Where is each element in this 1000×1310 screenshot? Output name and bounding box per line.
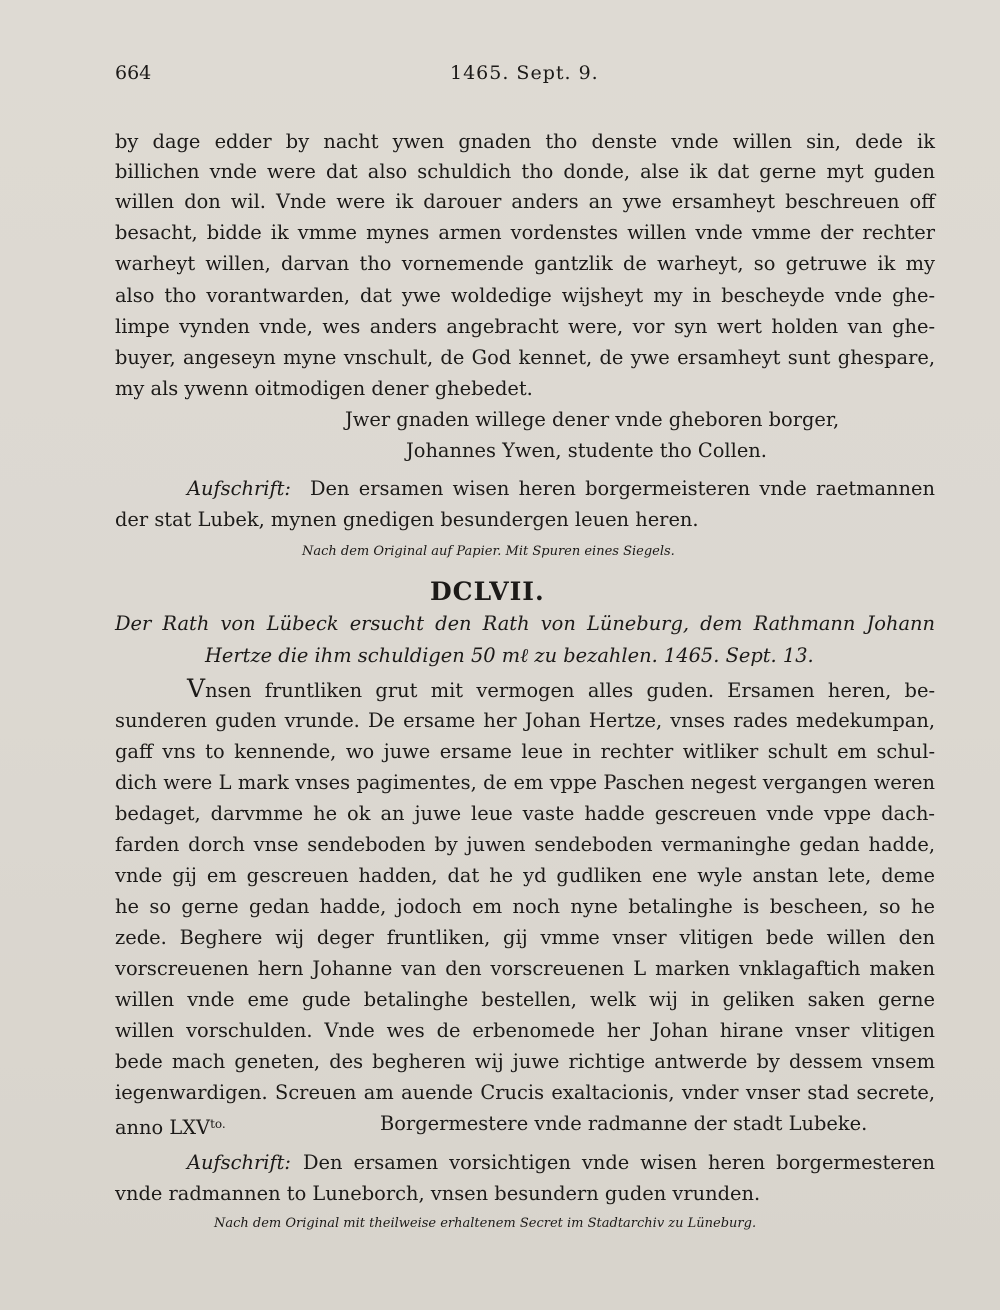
initial-letter: V (187, 674, 206, 703)
text-line: willen vorschulden. Vnde wes de erbenomede her Johan hirane vnser vlitigen (115, 1019, 935, 1042)
address-label-text: Aufschrift: (187, 477, 291, 500)
text-line: also tho vorantwarden, dat ywe woldedige wijsheyt my in bescheyde vnde ghe- (115, 284, 935, 307)
signature-line: Jwer gnaden willege dener vnde gheboren borger, (345, 408, 840, 431)
text-line: iegenwardigen. Screuen am auende Crucis exaltacionis, vnder vnser stad secrete, (115, 1081, 935, 1104)
regest-line: Der Rath von Lübeck ersucht den Rath von Lüneburg, dem Rathmann Johann (115, 612, 935, 635)
first-line-text: nsen fruntliken grut mit vermogen alles guden. Ersamen heren, be- (205, 679, 935, 702)
address-label (187, 1149, 291, 1177)
text-line: limpe vynden vnde, wes anders angebracht were, vor syn wert holden van ghe- (115, 315, 935, 338)
address-label (187, 475, 291, 503)
signature-line: Johannes Ywen, studente tho Collen. (406, 439, 767, 462)
address-line: vnde radmannen to Luneborch, vnsen besundern guden vrunden. (115, 1182, 761, 1205)
address-line: der stat Lubek, mynen gnedigen besundergen leuen heren. (115, 508, 699, 531)
address-line: Den ersamen wisen heren borgermeisteren vnde raetmannen (310, 477, 935, 500)
text-line: warheyt willen, darvan tho vornemende gantzlik de warheyt, so getruwe ik my (115, 252, 935, 275)
source-note: Nach dem Original auf Papier. Mit Spuren eines Siegels. (302, 544, 675, 559)
text-line: dich were L mark vnses pagimentes, de em vppe Paschen negest vergangen weren (115, 771, 935, 794)
document-number: DCLVII. (430, 577, 545, 606)
first-line (187, 675, 935, 705)
regest-line: Hertze die ihm schuldigen 50 mℓ zu bezahlen. 1465. Sept. 13. (205, 644, 814, 667)
text-line: bedaget, darvmme he ok an juwe leue vaste hadde gescreuen vnde vppe dach- (115, 802, 935, 825)
text-line: billichen vnde were dat also schuldich tho donde, alse ik dat gerne myt guden (115, 160, 935, 183)
source-note: Nach dem Original mit theilweise erhaltenem Secret im Stadtarchiv zu Lüneburg. (214, 1216, 757, 1231)
text-line: zede. Beghere wij deger fruntliken, gij vmme vnser vlitigen bede willen den (115, 926, 935, 949)
running-head: 1465. Sept. 9. (450, 62, 599, 84)
text-line: vorscreuenen hern Johanne van den vorscreuenen L marken vnklagaftich maken (115, 957, 935, 980)
dating-text: anno LXV (115, 1116, 211, 1139)
page-header (115, 62, 935, 90)
text-line: besacht, bidde ik vmme mynes armen vordenstes willen vnde vmme der rechter (115, 221, 935, 244)
text-line: by dage edder by nacht ywen gnaden tho denste vnde willen sin, dede ik (115, 130, 935, 153)
closing-line: Borgermestere vnde radmanne der stadt Lubeke. (380, 1112, 868, 1135)
text-line: willen vnde eme gude betalinghe bestellen, welk wij in geliken saken gerne (115, 988, 935, 1011)
text-line: vnde gij em gescreuen hadden, dat he yd gudliken ene wyle anstan lete, deme (115, 864, 935, 887)
text-line: sunderen guden vrunde. De ersame her Johan Hertze, vnses rades medekumpan, (115, 709, 935, 732)
text-line: farden dorch vnse sendeboden by juwen sendeboden vermaninghe gedan hadde, (115, 833, 935, 856)
dating-superscript: to. (210, 1117, 226, 1131)
address-line: Den ersamen vorsichtigen vnde wisen heren borgermesteren (303, 1151, 935, 1174)
text-line: my als ywenn oitmodigen dener ghebedet. (115, 377, 533, 400)
dating-line (115, 1110, 226, 1142)
page-number: 664 (115, 62, 152, 84)
address-label-text: Aufschrift: (187, 1151, 291, 1174)
text-line: bede mach geneten, des begheren wij juwe richtige antwerde by dessem vnsem (115, 1050, 935, 1073)
text-line: he so gerne gedan hadde, jodoch em noch nyne betalinghe is bescheen, so he (115, 895, 935, 918)
text-line: willen don wil. Vnde were ik darouer anders an ywe ersamheyt beschreuen off (115, 190, 935, 213)
text-line: gaff vns to kennende, wo juwe ersame leue in rechter witliker schult em schul- (115, 740, 935, 763)
text-line: buyer, angeseyn myne vnschult, de God kennet, de ywe ersamheyt sunt ghespare, (115, 346, 935, 369)
